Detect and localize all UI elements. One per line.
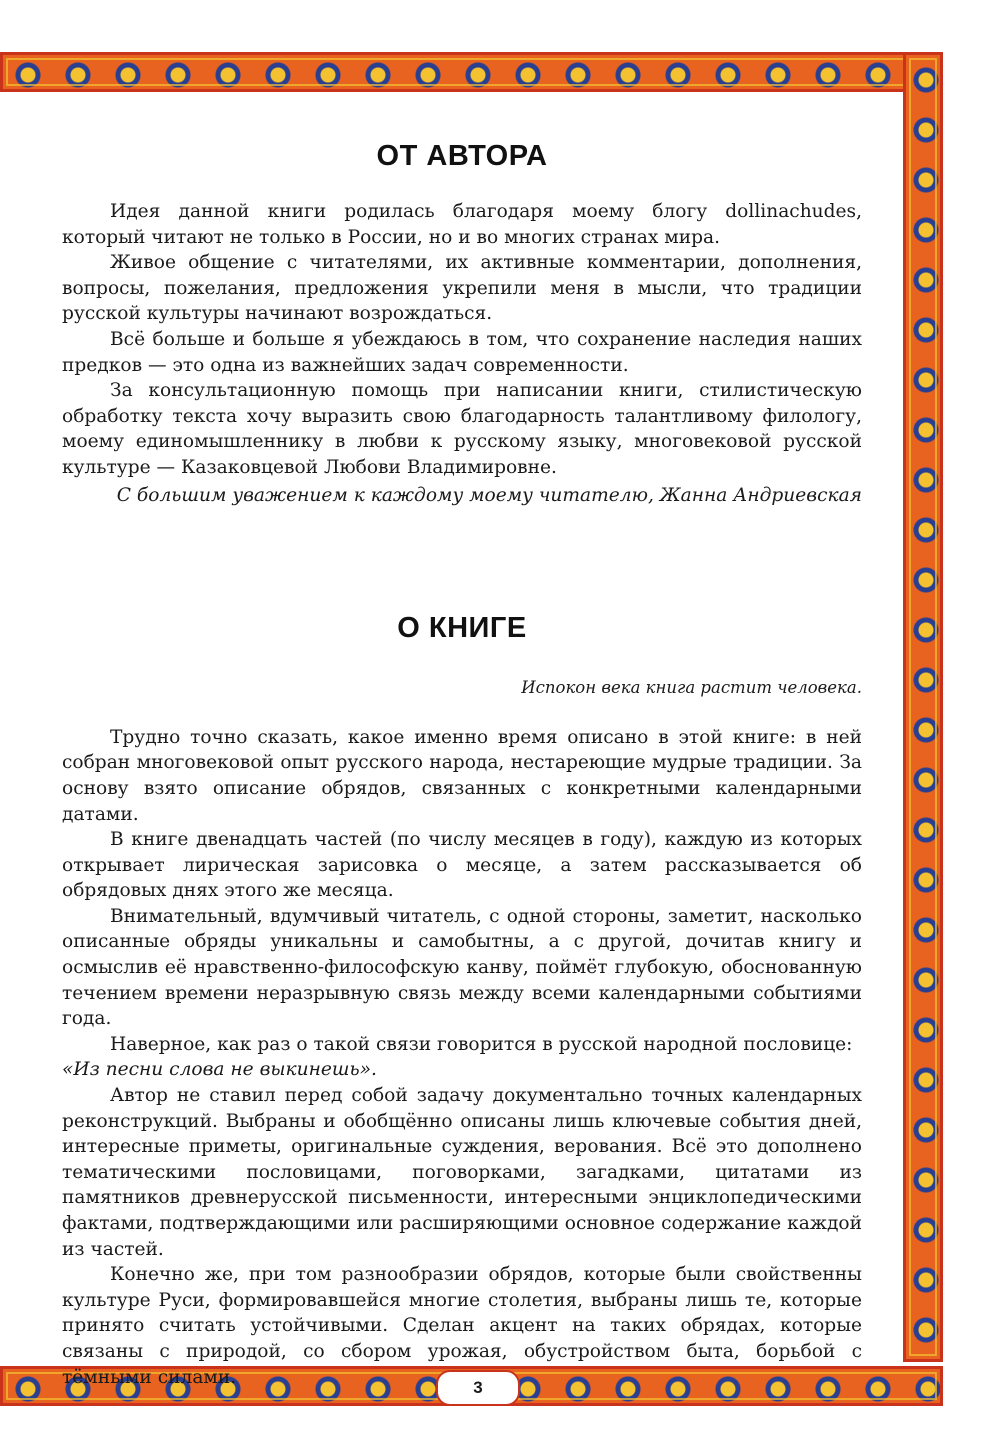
book-paragraph: Наверное, как раз о такой связи говорится в русской народной пословице:	[110, 1033, 853, 1055]
ornament-border-top	[0, 52, 930, 92]
author-paragraph: За консультационную помощь при написании книги, стилистическую обработку текста хочу выразить свою благодарность талантливому филологу, моему единомышленнику в любви к русскому языку, многовековой русской культуре — Казаковцевой Любови Владимировне.	[62, 380, 862, 478]
book-paragraph: Внимательный, вдумчивый читатель, с одной стороны, заметит, насколько описанные обряды уникальны и самобытны, а с другой, дочитав книгу и осмыслив её нравственно-философскую канву, поймёт глубокую, обоснованную течением времени неразрывную связь между всеми календарными событиями года.	[62, 905, 862, 1030]
author-paragraph: Всё больше и больше я убеждаюсь в том, что сохранение наследия наших предков — это одна из важнейших задач современности.	[62, 328, 862, 376]
author-paragraph: Живое общение с читателями, их активные комментарии, дополнения, вопросы, пожелания, предложения укрепили меня в мысли, что традиции русской культуры начинают возрождаться.	[62, 252, 862, 325]
book-paragraph: Трудно точно сказать, какое именно время описано в этой книге: в ней собран многовековой опыт русского народа, нестареющие мудрые традиции. За основу взято описание обрядов, связанных с конкретными календарными датами.	[62, 726, 862, 825]
page-number: 3	[436, 1370, 520, 1406]
book-paragraph: В книге двенадцать частей (по числу месяцев в году), каждую из которых открывает лирическая зарисовка о месяце, а затем рассказывается об обрядовых днях этого же месяца.	[62, 829, 862, 902]
page-content	[62, 120, 862, 1390]
proverb: «Из песни слова не выкинешь».	[62, 1059, 377, 1081]
epigraph: Испокон века книга растит человека.	[521, 678, 862, 698]
book-paragraph: Конечно же, при том разнообразии обрядов, которые были свойственны культуре Руси, формировавшейся многие столетия, выбраны лишь те, которые принято считать устойчивыми. Сделан акцент на таких обрядах, которые связаны с природой, со сбором урожая, обустройством быта, борьбой с тёмными силами.	[62, 1264, 862, 1388]
section-title-author: ОТ АВТОРА	[376, 140, 548, 172]
ornament-border-right	[903, 52, 943, 1362]
author-signature: С большим уважением к каждому моему читателю, Жанна Андриевская	[116, 484, 862, 506]
section-title-book: О КНИГЕ	[397, 612, 527, 645]
author-paragraph: Идея данной книги родилась благодаря моему блогу dollinachudes, который читают не только в России, но и во многих странах мира.	[62, 201, 862, 248]
book-paragraph: Автор не ставил перед собой задачу документально точных календарных реконструкций. Выбраны и обобщённо описаны лишь ключевые события дней, интересные приметы, оригинальные суждения, верования. Всё это дополнено тематическими пословицами, поговорками, загадками, цитатами из памятников древнерусской письменности, интересными энциклопедическими фактами, подтверждающими или расширяющими основное содержание каждой из частей.	[62, 1085, 862, 1260]
